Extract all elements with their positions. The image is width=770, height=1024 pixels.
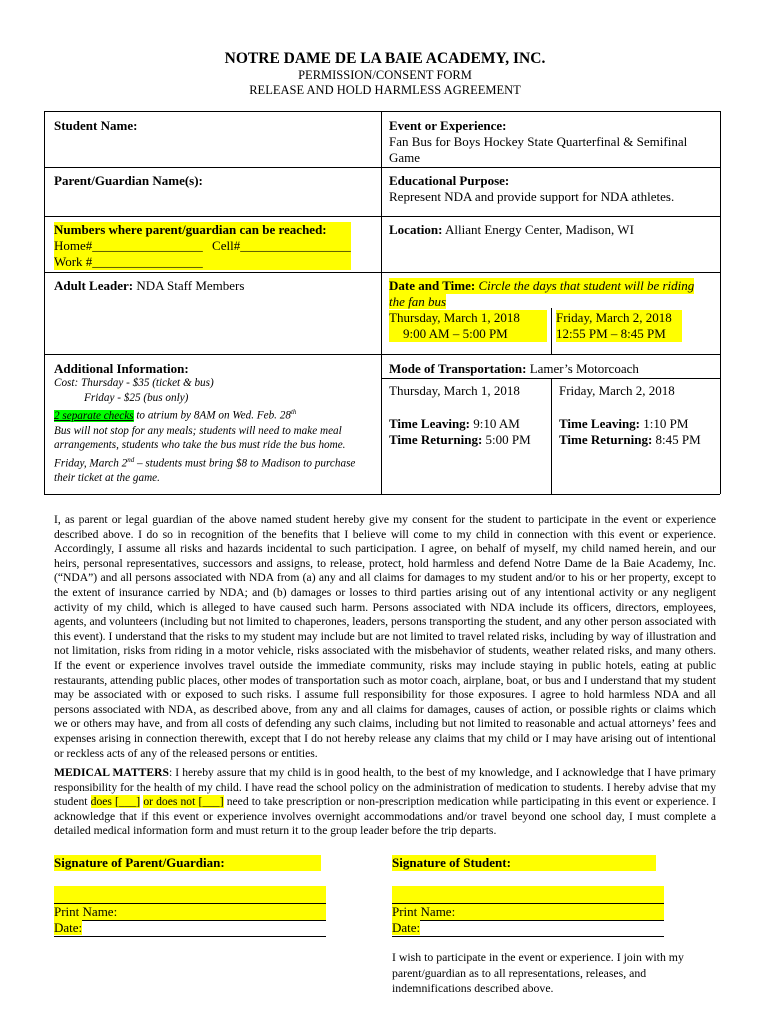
transport-value: Lamer’s Motorcoach <box>529 361 639 376</box>
thursday-date: Thursday, March 1, 2018 <box>389 310 520 325</box>
purpose-cell <box>389 173 715 205</box>
location-value: Alliant Energy Center, Madison, WI <box>445 222 634 237</box>
additional-info-text <box>54 376 372 486</box>
adult-leader-label: Adult Leader: <box>54 278 134 293</box>
does-not-option[interactable]: or does not [___] <box>143 795 224 809</box>
date-time-label: Date and Time: <box>389 278 476 293</box>
time-leaving-label: Time Leaving: <box>389 416 471 431</box>
friday-transport <box>559 383 719 448</box>
student-print-name-field[interactable] <box>392 904 664 921</box>
time-leaving-label: Time Leaving: <box>559 416 641 431</box>
parent-signature-label: Signature of Parent/Guardian: <box>54 855 321 871</box>
does-option[interactable]: does [___] <box>90 795 141 809</box>
home-phone-field[interactable]: Home#_________________ <box>54 238 203 253</box>
cost-line-1: Cost: Thursday - $35 (ticket & bus) <box>54 377 214 389</box>
student-print-name-label: Print Name: <box>392 904 456 919</box>
student-date-label: Date: <box>392 920 421 935</box>
numbers-label: Numbers where parent/guardian can be reached: <box>54 222 327 237</box>
medical-label: MEDICAL MATTERS <box>54 766 169 779</box>
parent-print-name-field[interactable] <box>54 904 326 921</box>
location-cell <box>389 222 715 238</box>
adult-leader-value: NDA Staff Members <box>136 278 245 293</box>
friday-option[interactable] <box>556 310 682 342</box>
parent-guardian-field[interactable] <box>225 171 375 213</box>
purpose-label: Educational Purpose: <box>389 173 510 188</box>
event-cell <box>389 118 715 166</box>
work-phone-field[interactable]: Work #_________________ <box>54 254 203 269</box>
cost-line-2: Friday - $25 (bus only) <box>84 391 189 404</box>
parent-guardian-label: Parent/Guardian Name(s): <box>54 173 203 188</box>
friday-time: 12:55 PM – 8:45 PM <box>556 326 666 341</box>
event-label: Event or Experience: <box>389 118 507 133</box>
checks-line: 2 separate checks to atrium by 8AM on Wed. Feb. 28th <box>54 408 297 422</box>
thursday-time: 9:00 AM – 5:00 PM <box>403 326 508 341</box>
date-instructions: Circle the days that student will be riding <box>478 278 695 293</box>
cell-phone-field[interactable]: Cell#_________________ <box>212 238 351 253</box>
form-title: PERMISSION/CONSENT FORM <box>298 68 472 82</box>
parent-date-field[interactable] <box>54 920 326 937</box>
parent-print-name-label: Print Name: <box>54 904 118 919</box>
medical-paragraph: MEDICAL MATTERS: I hereby assure that my child is in good health, to the best of my knowledge, and I acknowledge that I have primary responsibility for the health of my child. I have read the school policy on the administration of medication to students. I hereby advise that my student does [___] or does not [___] need to take prescription or non-prescription medication while participating in this event or experience. I acknowledge that if this event or experience involves overnight accommodations and/or travel beyond one school day, I must complete a detailed medical information form and must return it to the group leader before the trip departs. <box>54 766 716 838</box>
student-signature-field[interactable] <box>392 886 664 904</box>
transport-row <box>389 361 639 377</box>
location-label: Location: <box>389 222 443 237</box>
date-time-cell <box>389 278 715 310</box>
student-date-field[interactable] <box>392 920 664 937</box>
agreement-title: RELEASE AND HOLD HARMLESS AGREEMENT <box>249 83 521 97</box>
student-name-label: Student Name: <box>54 118 138 133</box>
additional-info-label: Additional Information: <box>54 361 189 376</box>
thursday-option[interactable] <box>389 310 547 342</box>
thursday-leaving: 9:10 AM <box>473 416 520 431</box>
parent-signature-field[interactable] <box>54 886 326 904</box>
event-value: Fan Bus for Boys Hockey State Quarterfinal & Semifinal Game <box>389 134 688 165</box>
friday-note: Friday, March 2nd – students must bring $8 to Madison to purchase their ticket at the game. <box>54 455 356 485</box>
consent-paragraph: I, as parent or legal guardian of the above named student hereby give my consent for the student to participate in the event or experience described above. I do so in recognition of the benefits that I believe will come to my child in connection with this event or experience. Accordingly, I assume all risks and hazards incidental to such participation. I agree, on behalf of myself, my child named herein, and our heirs, personal representatives, successors and assigns, to release, protect, hold harmless and defend Notre Dame de la Baie Academy, Inc. (“NDA”) and all persons associated with NDA from (a) any and all claims for damages to my student and/or to his or her property, except to the extent of insurance carried by NDA; and (b) damages or losses to third parties arising out of any intentional activity or any negligent activity of my child, which is alleged to have caused such harm. Persons associated with NDA include its officers, directors, employees, agents, and volunteers (including but not limited to chaperones, leaders, persons transporting the student, and any other person associated with this event). I understand that the risks to my student may include but are not limited to travel related risks, including by way of illustration and not limitation, risks from riding in a motor vehicle, risks associated with the misbehavior of students, weather related risks, and many others. If the event or experience involves travel outside the immediate community, risks may include staying in public hotels, eating at public restaurants, attending public places, other modes of transportation such as motor coach, airplane, boat, or bus and I understand that my student may be associated with or exposed to such risks. I assume full responsibility for those exposures. I agree to hold harmless NDA and all persons associated with NDA, as described above, from any and all claims for damages, causes of action, or possible rights or claims which we or others may have, and from all costs of defending any such claims, including but not limited to reasonable and actual attorneys’ fees and expenses arising in connection therewith, except that I do not hereby release any claims that my child or I may have arising out of intentional or reckless acts of any of the released persons or entities. <box>54 513 716 760</box>
purpose-value: Represent NDA and provide support for NDA athletes. <box>389 189 675 204</box>
adult-leader-row <box>54 278 244 294</box>
date-instructions-2: the fan bus <box>389 294 447 309</box>
separate-checks-highlight: 2 separate checks <box>54 409 134 422</box>
parent-date-label: Date: <box>54 920 83 935</box>
friday-returning: 8:45 PM <box>655 432 701 447</box>
time-returning-label: Time Returning: <box>559 432 653 447</box>
time-returning-label: Time Returning: <box>389 432 483 447</box>
student-name-field[interactable] <box>150 116 375 164</box>
thursday-transport <box>389 383 549 448</box>
organization-title: NOTRE DAME DE LA BAIE ACADEMY, INC. <box>224 50 546 67</box>
friday-leaving: 1:10 PM <box>643 416 689 431</box>
student-signature-label: Signature of Student: <box>392 855 656 871</box>
thursday-col-date: Thursday, March 1, 2018 <box>389 383 520 398</box>
thursday-returning: 5:00 PM <box>485 432 531 447</box>
friday-date: Friday, March 2, 2018 <box>556 310 672 325</box>
phone-numbers-block <box>54 222 379 270</box>
friday-col-date: Friday, March 2, 2018 <box>559 383 675 398</box>
student-statement: I wish to participate in the event or experience. I join with my parent/guardian as to all representations, releases, and indemnifications described above. <box>392 950 684 995</box>
transport-label: Mode of Transportation: <box>389 361 527 376</box>
bus-note: Bus will not stop for any meals; students will need to make meal arrangements, students who take the bus must ride the bus home. <box>54 424 346 452</box>
